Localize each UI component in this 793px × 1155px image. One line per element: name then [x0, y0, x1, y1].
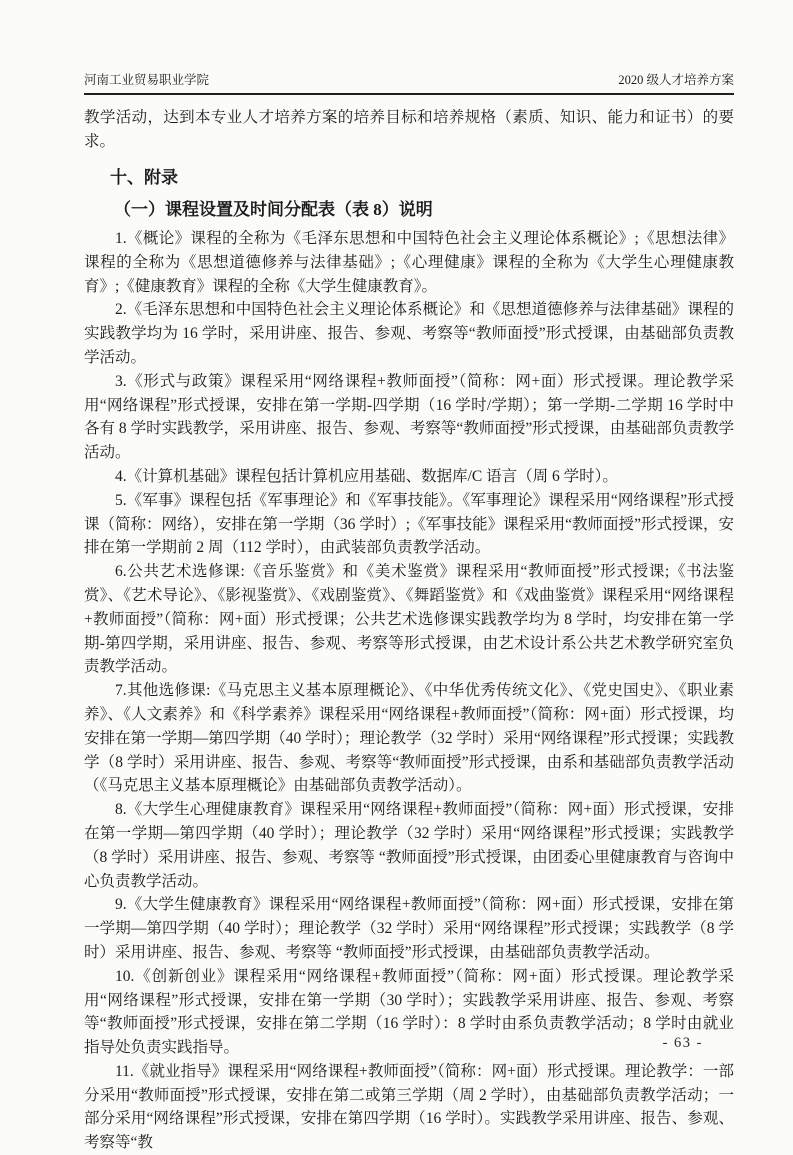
- list-item: 1.《概论》课程的全称为《毛泽东思想和中国特色社会主义理论体系概论》;《思想法律》课程的全称为《思想道德修养与法律基础》;《心理健康》课程的全称为《大学生心理健康教育》;《健康教育》课程的全称《大学生健康教育》。: [84, 230, 734, 295]
- list-item: 10.《创新创业》课程采用“网络课程+教师面授”（简称：网+面）形式授课。理论教学采用“网络课程”形式授课，安排在第一学期（30 学时）；实践教学采用讲座、报告、参观、考察等“教师面授”形式授课，安排在第二学期（16 学时）：8 学时由系负责教学活动；8 学时由就业指导处负责实践指导。: [84, 967, 734, 1057]
- notes-list: [84, 227, 734, 1155]
- page-number: - 63 -: [662, 1035, 703, 1051]
- list-item: 11.《就业指导》课程采用“网络课程+教师面授”（简称：网+面）形式授课。理论教学：一部分采用“教师面授”形式授课，安排在第二或第三学期（周 2 学时），由基础部负责教学活动；一部分采用“网络课程”形式授课，安排在第四学期（16 学时）。实践教学采用讲座、报告、参观、考察等“教: [84, 1062, 734, 1152]
- page-content: [84, 72, 734, 1155]
- list-item: 6.公共艺术选修课:《音乐鉴赏》和《美术鉴赏》课程采用“教师面授”形式授课;《书法鉴赏》、《艺术导论》、《影视鉴赏》、《戏剧鉴赏》、《舞蹈鉴赏》和《戏曲鉴赏》课程采用“网络课程+教师面授”（简称：网+面）形式授课；公共艺术选修课实践教学均为 8 学时，均安排在第一学期-第四学期，采用讲座、报告、参观、考察等形式授课，由艺术设计系公共艺术教学研究室负责教学活动。: [84, 563, 734, 676]
- list-item: 9.《大学生健康教育》课程采用“网络课程+教师面授”（简称：网+面）形式授课，安排在第一学期—第四学期（40 学时）；理论教学（32 学时）采用“网络课程”形式授课；实践教学（8 学时）采用讲座、报告、参观、考察等 “教师面授”形式授课，由基础部负责教学活动。: [84, 896, 734, 961]
- list-item: 3.《形式与政策》课程采用“网络课程+教师面授”（简称：网+面）形式授课。理论教学采用“网络课程”形式授课，安排在第一学期-四学期（16 学时/学期）；第一学期-二学期 16 学时中各有 8 学时实践教学，采用讲座、报告、参观、考察等“教师面授”形式授课，由基础部负责教学活动。: [84, 372, 734, 462]
- list-item: 5.《军事》课程包括《军事理论》和《军事技能》。《军事理论》课程采用“网络课程”形式授课（简称：网络），安排在第一学期（36 学时）;《军事技能》课程采用“教师面授”形式授课，安排在第一学期前 2 周（112 学时），由武装部负责教学活动。: [84, 491, 734, 557]
- subsection-title-course-table-notes: （一）课程设置及时间分配表（表 8）说明: [114, 200, 433, 219]
- list-item: 4.《计算机基础》课程包括计算机应用基础、数据库/C 语言（周 6 学时）。: [115, 467, 618, 485]
- header-program-name: 2020 级人才培养方案: [618, 73, 734, 87]
- list-item: 7.其他选修课:《马克思主义基本原理概论》、《中华优秀传统文化》、《党史国史》、《职业素养》、《人文素养》和《科学素养》课程采用“网络课程+教师面授”（简称：网+面）形式授课，均安排在第一学期—第四学期（40 学时）；理论教学（32 学时）采用“网络课程”形式授课；实践教学（8 学时）采用讲座、报告、参观、考察等“教师面授”形式授课，由系和基础部负责教学活动（《马克思主义基本原理概论》由基础部负责教学活动）。: [84, 682, 734, 795]
- list-item: 2.《毛泽东思想和中国特色社会主义理论体系概论》和《思想道德修养与法律基础》课程的实践教学均为 16 学时，采用讲座、报告、参观、考察等“教师面授”形式授课，由基础部负责教学活动。: [84, 301, 734, 366]
- section-title-appendix: 十、附录: [110, 168, 178, 187]
- page-header: [84, 72, 734, 95]
- list-item: 8.《大学生心理健康教育》课程采用“网络课程+教师面授”（简称：网+面）形式授课，安排在第一学期—第四学期（40 学时）；理论教学（32 学时）采用“网络课程”形式授课；实践教学（8 学时）采用讲座、报告、参观、考察等 “教师面授”形式授课，由团委心里健康教育与咨询中心负责教学活动。: [84, 801, 734, 890]
- intro-paragraph: 教学活动，达到本专业人才培养方案的培养目标和培养规格（素质、知识、能力和证书）的要求。: [84, 109, 734, 150]
- header-school-name: 河南工业贸易职业学院: [84, 73, 210, 87]
